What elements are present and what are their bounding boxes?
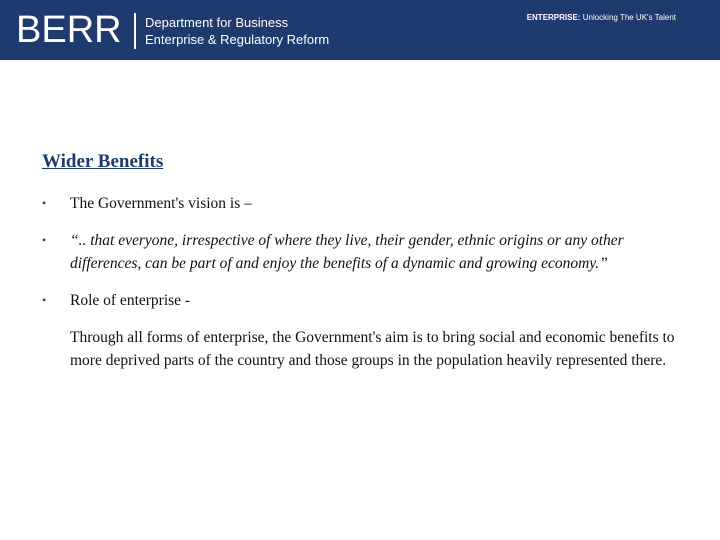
- bullet-item: [42, 192, 682, 215]
- tagline-rest: Unlocking The UK's Talent: [582, 13, 676, 22]
- tagline-strong: ENTERPRISE:: [526, 13, 581, 22]
- slide-content: [42, 150, 682, 372]
- body-paragraph: Through all forms of enterprise, the Government's aim is to bring social and economic benefits to more deprived parts of the country and those groups in the population heavily represented there.: [70, 329, 675, 369]
- header-banner: [0, 0, 720, 60]
- bullet-text: Role of enterprise -: [70, 292, 191, 309]
- bullet-item: [42, 289, 682, 312]
- bullet-icon: •: [42, 293, 47, 307]
- bullet-quote-text: “.. that everyone, irrespective of where they live, their gender, ethnic origins or any other differences, can be part of and enjoy the benefits of a dynamic and growing economy.”: [70, 232, 624, 272]
- bullet-item: [42, 229, 682, 275]
- bullet-icon: •: [42, 196, 47, 210]
- bullet-icon: •: [42, 233, 47, 247]
- department-name: [145, 14, 329, 48]
- logo-divider: [134, 13, 136, 49]
- tagline: [527, 13, 676, 23]
- department-name-line-1: Department for Business: [145, 15, 289, 30]
- berr-logo: BERR: [16, 9, 122, 51]
- slide-heading: Wider Benefits: [42, 151, 164, 172]
- bullet-text: The Government's vision is –: [70, 195, 252, 212]
- department-name-line-2: Enterprise & Regulatory Reform: [145, 32, 330, 47]
